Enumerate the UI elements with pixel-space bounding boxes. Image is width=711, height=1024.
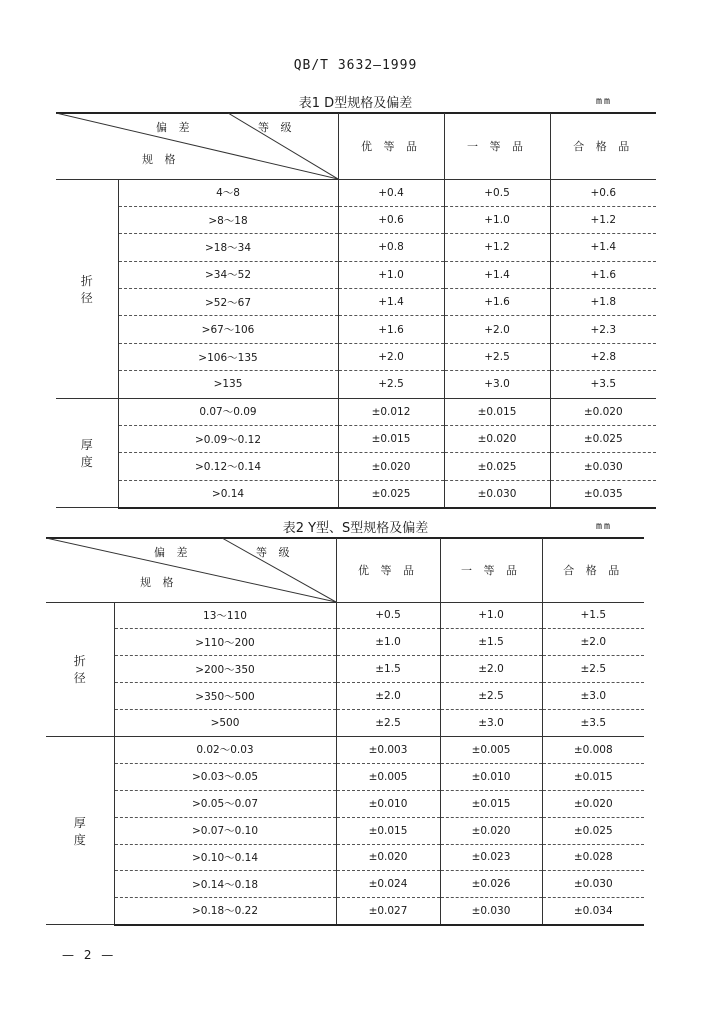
table-row <box>56 289 656 316</box>
group-label-char: 折 <box>73 654 86 669</box>
deviation-cell: +0.4 <box>338 179 444 206</box>
deviation-cell: ±0.024 <box>336 871 440 898</box>
deviation-cell: ±0.020 <box>444 426 550 453</box>
table2-caption: 表2 Y型、S型规格及偏差 <box>282 521 429 536</box>
deviation-cell: ±0.026 <box>440 871 542 898</box>
deviation-cell: +3.0 <box>444 371 550 398</box>
spec-cell: 0.07～0.09 <box>118 398 338 425</box>
deviation-cell: ±0.010 <box>440 763 542 790</box>
deviation-cell: ±0.023 <box>440 844 542 871</box>
table2 <box>46 538 644 926</box>
table1-corner-grade: 等 级 <box>258 121 296 134</box>
deviation-cell: +1.6 <box>550 261 656 288</box>
deviation-cell: ±0.015 <box>440 790 542 817</box>
deviation-cell: ±3.0 <box>440 710 542 737</box>
group-label-cell <box>46 736 114 924</box>
table-row <box>46 790 644 817</box>
deviation-cell: +2.3 <box>550 316 656 343</box>
spec-cell: >350～500 <box>114 683 336 710</box>
table1-caption: 表1 D型规格及偏差 <box>298 96 413 111</box>
table-row <box>46 871 644 898</box>
table2-corner-spec: 规 格 <box>140 576 178 589</box>
table1-corner-cell <box>56 113 338 179</box>
spec-cell: >0.14 <box>118 480 338 507</box>
group-label-cell <box>56 179 118 398</box>
table-row <box>56 343 656 370</box>
spec-cell: >0.14～0.18 <box>114 871 336 898</box>
spec-cell: >106～135 <box>118 343 338 370</box>
deviation-cell: +0.6 <box>338 206 444 233</box>
table-row <box>56 206 656 233</box>
deviation-cell: ±0.020 <box>338 453 444 480</box>
deviation-cell: +2.5 <box>338 371 444 398</box>
deviation-cell: +0.5 <box>336 602 440 629</box>
table-row <box>56 453 656 480</box>
table-row <box>46 602 644 629</box>
table2-grade-header: 合 格 品 <box>542 538 644 602</box>
spec-cell: >52～67 <box>118 289 338 316</box>
spec-cell: >0.05～0.07 <box>114 790 336 817</box>
deviation-cell: +1.4 <box>444 261 550 288</box>
deviation-cell: ±0.012 <box>338 398 444 425</box>
deviation-cell: +1.2 <box>444 234 550 261</box>
deviation-cell: ±0.005 <box>336 763 440 790</box>
table-row <box>46 683 644 710</box>
spec-cell: >0.18～0.22 <box>114 898 336 925</box>
table2-header-row <box>46 538 644 602</box>
deviation-cell: +0.6 <box>550 179 656 206</box>
table1-corner-deviation: 偏 差 <box>156 121 194 134</box>
deviation-cell: ±0.030 <box>542 871 644 898</box>
deviation-cell: ±0.005 <box>440 736 542 763</box>
group-label-cell <box>56 398 118 508</box>
spec-cell: >18～34 <box>118 234 338 261</box>
deviation-cell: +1.5 <box>542 602 644 629</box>
deviation-cell: ±0.027 <box>336 898 440 925</box>
deviation-cell: ±0.020 <box>550 398 656 425</box>
deviation-cell: ±0.015 <box>444 398 550 425</box>
table-row <box>56 179 656 206</box>
table2-grade-header: 优 等 品 <box>336 538 440 602</box>
deviation-cell: ±1.5 <box>440 629 542 656</box>
table2-unit: mm <box>596 521 613 532</box>
table1-grade-header: 优 等 品 <box>338 113 444 179</box>
spec-cell: >0.10～0.14 <box>114 844 336 871</box>
deviation-cell: ±1.5 <box>336 656 440 683</box>
spec-cell: 4～8 <box>118 179 338 206</box>
group-label-char: 度 <box>80 454 93 469</box>
deviation-cell: +1.0 <box>440 602 542 629</box>
table1-corner-diagonals <box>56 113 338 179</box>
deviation-cell: +2.5 <box>444 343 550 370</box>
table1-unit: mm <box>596 96 613 107</box>
table-row <box>56 398 656 425</box>
table-row <box>46 656 644 683</box>
deviation-cell: +1.8 <box>550 289 656 316</box>
spec-cell: >110～200 <box>114 629 336 656</box>
deviation-cell: +1.0 <box>444 206 550 233</box>
table-row <box>46 629 644 656</box>
group-label-char: 厚 <box>73 815 86 830</box>
table1-grade-header: 合 格 品 <box>550 113 656 179</box>
group-label-char: 径 <box>73 671 86 686</box>
group-label-cell <box>46 602 114 736</box>
deviation-cell: +0.5 <box>444 179 550 206</box>
table2-corner-grade: 等 级 <box>256 546 294 559</box>
deviation-cell: ±0.020 <box>336 844 440 871</box>
spec-cell: >34～52 <box>118 261 338 288</box>
deviation-cell: ±0.015 <box>336 817 440 844</box>
deviation-cell: ±2.5 <box>440 683 542 710</box>
spec-cell: >0.09～0.12 <box>118 426 338 453</box>
table1 <box>56 113 656 509</box>
deviation-cell: +2.8 <box>550 343 656 370</box>
table-row <box>46 710 644 737</box>
spec-cell: >0.03～0.05 <box>114 763 336 790</box>
deviation-cell: ±2.5 <box>542 656 644 683</box>
deviation-cell: ±2.0 <box>440 656 542 683</box>
deviation-cell: ±0.015 <box>542 763 644 790</box>
spec-cell: >500 <box>114 710 336 737</box>
table-row <box>56 261 656 288</box>
group-label-char: 径 <box>80 290 93 305</box>
deviation-cell: ±0.025 <box>444 453 550 480</box>
standard-code: QB/T 3632—1999 <box>293 58 418 73</box>
table-row <box>46 817 644 844</box>
spec-cell: >135 <box>118 371 338 398</box>
group-label-char: 度 <box>73 832 86 847</box>
deviation-cell: ±2.0 <box>542 629 644 656</box>
table2-corner-cell <box>46 538 336 602</box>
group-label-char: 折 <box>80 273 93 288</box>
deviation-cell: ±0.008 <box>542 736 644 763</box>
table-row <box>46 844 644 871</box>
deviation-cell: ±0.030 <box>550 453 656 480</box>
table2-grade-header: 一 等 品 <box>440 538 542 602</box>
spec-cell: >0.12～0.14 <box>118 453 338 480</box>
spec-cell: >8～18 <box>118 206 338 233</box>
deviation-cell: ±0.025 <box>542 817 644 844</box>
deviation-cell: ±0.030 <box>444 480 550 507</box>
table1-header-row <box>56 113 656 179</box>
deviation-cell: ±0.020 <box>542 790 644 817</box>
table1-grade-header: 一 等 品 <box>444 113 550 179</box>
spec-cell: 13～110 <box>114 602 336 629</box>
table1-corner-spec: 规 格 <box>142 153 180 166</box>
deviation-cell: ±0.003 <box>336 736 440 763</box>
page-number: — 2 — <box>62 948 117 962</box>
deviation-cell: ±0.015 <box>338 426 444 453</box>
deviation-cell: ±0.025 <box>550 426 656 453</box>
deviation-cell: +1.0 <box>338 261 444 288</box>
spec-cell: 0.02～0.03 <box>114 736 336 763</box>
deviation-cell: +3.5 <box>550 371 656 398</box>
spec-cell: >67～106 <box>118 316 338 343</box>
deviation-cell: +1.6 <box>338 316 444 343</box>
deviation-cell: ±0.028 <box>542 844 644 871</box>
deviation-cell: +1.6 <box>444 289 550 316</box>
table-row <box>56 371 656 398</box>
table-row <box>56 480 656 507</box>
deviation-cell: ±0.010 <box>336 790 440 817</box>
deviation-cell: +2.0 <box>444 316 550 343</box>
table-row <box>46 898 644 925</box>
deviation-cell: ±3.5 <box>542 710 644 737</box>
deviation-cell: +1.4 <box>550 234 656 261</box>
spec-cell: >0.07～0.10 <box>114 817 336 844</box>
deviation-cell: ±0.034 <box>542 898 644 925</box>
table-row <box>56 234 656 261</box>
table2-corner-deviation: 偏 差 <box>154 546 192 559</box>
deviation-cell: ±2.5 <box>336 710 440 737</box>
table-row <box>56 426 656 453</box>
deviation-cell: +1.2 <box>550 206 656 233</box>
deviation-cell: +1.4 <box>338 289 444 316</box>
deviation-cell: ±0.025 <box>338 480 444 507</box>
deviation-cell: ±3.0 <box>542 683 644 710</box>
deviation-cell: ±0.020 <box>440 817 542 844</box>
table-row <box>56 316 656 343</box>
deviation-cell: ±0.030 <box>440 898 542 925</box>
table-row <box>46 736 644 763</box>
deviation-cell: +2.0 <box>338 343 444 370</box>
spec-cell: >200～350 <box>114 656 336 683</box>
group-label-char: 厚 <box>80 437 93 452</box>
deviation-cell: ±2.0 <box>336 683 440 710</box>
table-row <box>46 763 644 790</box>
deviation-cell: +0.8 <box>338 234 444 261</box>
deviation-cell: ±1.0 <box>336 629 440 656</box>
deviation-cell: ±0.035 <box>550 480 656 507</box>
